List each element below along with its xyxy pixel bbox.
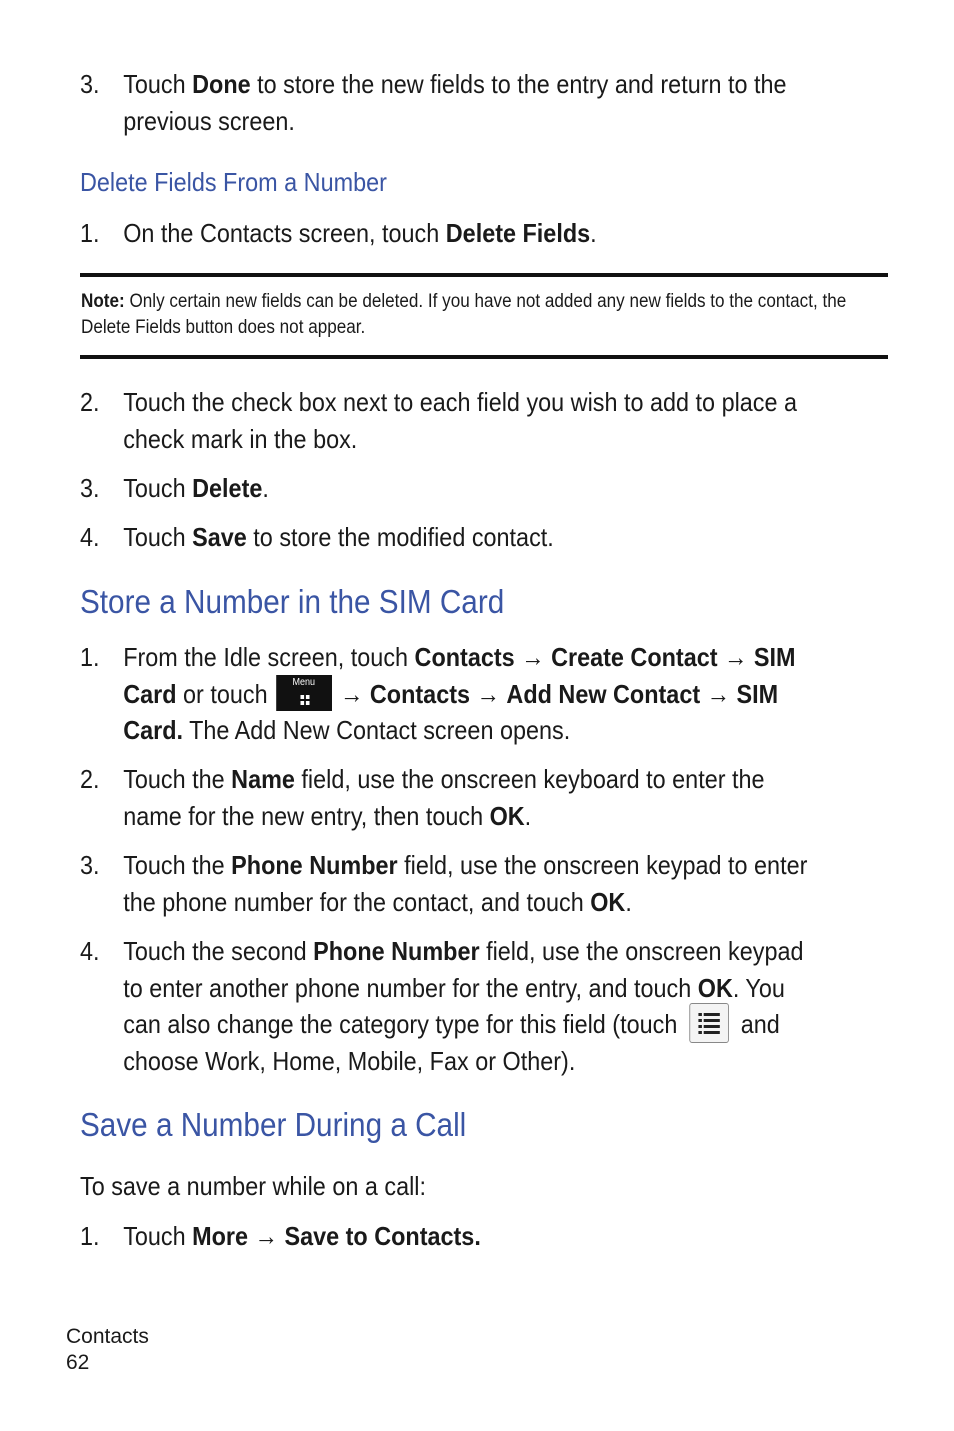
heading-store-sim: Store a Number in the SIM Card: [80, 583, 505, 620]
delete-step-2: 2. Touch the check box next to each field you wish to add to place a check mark in the box.: [80, 387, 798, 454]
call-step-1: 1. Touch More → Save to Contacts.: [80, 1221, 481, 1251]
sim-step-4: 4. Touch the second Phone Number field, use the onscreen keypad to enter another phone number for the entry, and touch OK. You can also change the category type for this field (touch and choose Work, Home, Mobile, Fax or Other).: [80, 936, 804, 1077]
delete-step-4: 4. Touch Save to store the modified contact.: [80, 522, 554, 552]
note-bottom-rule: [80, 355, 888, 359]
subheading-delete-fields: Delete Fields From a Number: [80, 167, 387, 197]
sim-step-1: 1. From the Idle screen, touch Contacts → Create Contact → SIM Card or touch Menu → Contacts → Add New Contact → SIM Card. The Add New Contact screen opens.: [80, 642, 796, 745]
note-top-rule: [80, 273, 888, 277]
grid-icon: [300, 695, 309, 705]
sim-step-3: 3. Touch the Phone Number field, use the onscreen keypad to enter the phone number for the contact, and touch OK.: [80, 850, 808, 917]
call-intro: To save a number while on a call:: [80, 1171, 426, 1201]
note-box: Note: Only certain new fields can be deleted. If you have not added any new fields to the contact, the Delete Fields button does not appear.: [81, 291, 847, 338]
step-text: Touch Done to store the new fields to the entry and return to the previous screen.: [123, 69, 787, 136]
sim-step-2: 2. Touch the Name field, use the onscreen keyboard to enter the name for the new entry, then touch OK.: [80, 764, 765, 831]
page-number: 62: [66, 1351, 90, 1374]
delete-step-3: 3. Touch Delete.: [80, 473, 269, 503]
menu-icon: Menu: [276, 675, 332, 711]
delete-step-1: 1. On the Contacts screen, touch Delete Fields.: [80, 218, 597, 248]
footer-section: Contacts: [66, 1325, 149, 1348]
list-icon: [689, 1003, 729, 1043]
page-footer: [66, 1324, 149, 1376]
step-3-done: [80, 66, 809, 139]
step-number: 3.: [80, 69, 100, 99]
heading-save-during-call: Save a Number During a Call: [80, 1106, 467, 1143]
